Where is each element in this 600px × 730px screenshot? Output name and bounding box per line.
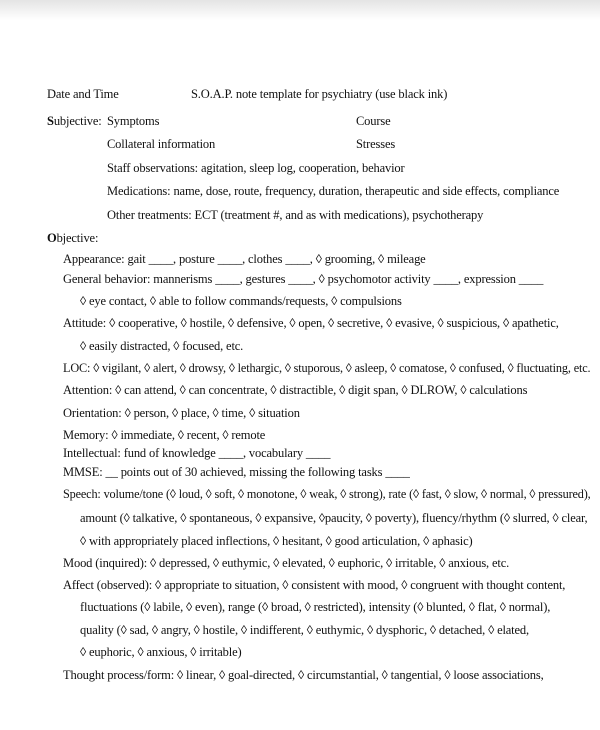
memory-line: Memory: ◊ immediate, ◊ recent, ◊ remote xyxy=(63,428,266,442)
speech-line: Speech: volume/tone (◊ loud, ◊ soft, ◊ monotone, ◊ weak, ◊ strong), rate (◊ fast, ◊ slow, ◊ normal, ◊ pressured), xyxy=(63,487,591,501)
subjective-heading-rest: ubjective: xyxy=(53,114,102,128)
intellectual-line: Intellectual: fund of knowledge ____, vocabulary ____ xyxy=(63,446,331,460)
course-label: Course xyxy=(356,114,391,128)
affect-line-2: fluctuations (◊ labile, ◊ even), range (◊ broad, ◊ restricted), intensity (◊ blunted, ◊ flat, ◊ normal), xyxy=(80,600,551,614)
loc-line: LOC: ◊ vigilant, ◊ alert, ◊ drowsy, ◊ lethargic, ◊ stuporous, ◊ asleep, ◊ comatose, ◊ confused, ◊ fluctuating, etc. xyxy=(63,361,591,375)
mood-line: Mood (inquired): ◊ depressed, ◊ euthymic, ◊ elevated, ◊ euphoric, ◊ irritable, ◊ anxious, etc. xyxy=(63,556,510,570)
affect-line-4: ◊ euphoric, ◊ anxious, ◊ irritable) xyxy=(80,645,242,659)
stresses-label: Stresses xyxy=(356,137,396,151)
staff-observations-line: Staff observations: agitation, sleep log, cooperation, behavior xyxy=(107,161,405,175)
mmse-line: MMSE: __ points out of 30 achieved, missing the following tasks ____ xyxy=(63,465,410,479)
other-treatments-line: Other treatments: ECT (treatment #, and as with medications), psychotherapy xyxy=(107,208,484,222)
general-behavior-line: General behavior: mannerisms ____, gestures ____, ◊ psychomotor activity ____, expression ____ xyxy=(63,272,544,286)
objective-heading xyxy=(47,231,98,246)
attention-line: Attention: ◊ can attend, ◊ can concentrate, ◊ distractible, ◊ digit span, ◊ DLROW, ◊ calculations xyxy=(63,383,528,397)
attitude-line-2: ◊ easily distracted, ◊ focused, etc. xyxy=(80,339,244,353)
appearance-line: Appearance: gait ____, posture ____, clothes ____, ◊ grooming, ◊ mileage xyxy=(63,252,426,266)
general-behavior-line-2: ◊ eye contact, ◊ able to follow commands/requests, ◊ compulsions xyxy=(80,294,402,308)
speech-line-2: amount (◊ talkative, ◊ spontaneous, ◊ expansive, ◊paucity, ◊ poverty), fluency/rhythm (◊ slurred, ◊ clear, xyxy=(80,511,588,525)
date-time-label: Date and Time xyxy=(47,87,119,101)
symptoms-label: Symptoms xyxy=(107,114,160,128)
orientation-line: Orientation: ◊ person, ◊ place, ◊ time, ◊ situation xyxy=(63,406,300,420)
objective-heading-initial: O xyxy=(47,231,57,245)
document-title: S.O.A.P. note template for psychiatry (use black ink) xyxy=(191,87,448,101)
affect-line: Affect (observed): ◊ appropriate to situation, ◊ consistent with mood, ◊ congruent with thought content, xyxy=(63,578,566,592)
affect-line-3: quality (◊ sad, ◊ angry, ◊ hostile, ◊ indifferent, ◊ euthymic, ◊ dysphoric, ◊ detached, ◊ elated, xyxy=(80,623,529,637)
speech-line-3: ◊ with appropriately placed inflections, ◊ hesitant, ◊ good articulation, ◊ aphasic) xyxy=(80,534,473,548)
subjective-heading xyxy=(47,114,102,129)
thought-process-line: Thought process/form: ◊ linear, ◊ goal-directed, ◊ circumstantial, ◊ tangential, ◊ loose associations, xyxy=(63,668,544,682)
medications-line: Medications: name, dose, route, frequency, duration, therapeutic and side effects, compliance xyxy=(107,184,560,198)
subjective-heading-initial: S xyxy=(47,114,54,128)
collateral-label: Collateral information xyxy=(107,137,216,151)
objective-heading-rest: bjective: xyxy=(56,231,99,245)
attitude-line: Attitude: ◊ cooperative, ◊ hostile, ◊ defensive, ◊ open, ◊ secretive, ◊ evasive, ◊ suspicious, ◊ apathetic, xyxy=(63,316,559,330)
